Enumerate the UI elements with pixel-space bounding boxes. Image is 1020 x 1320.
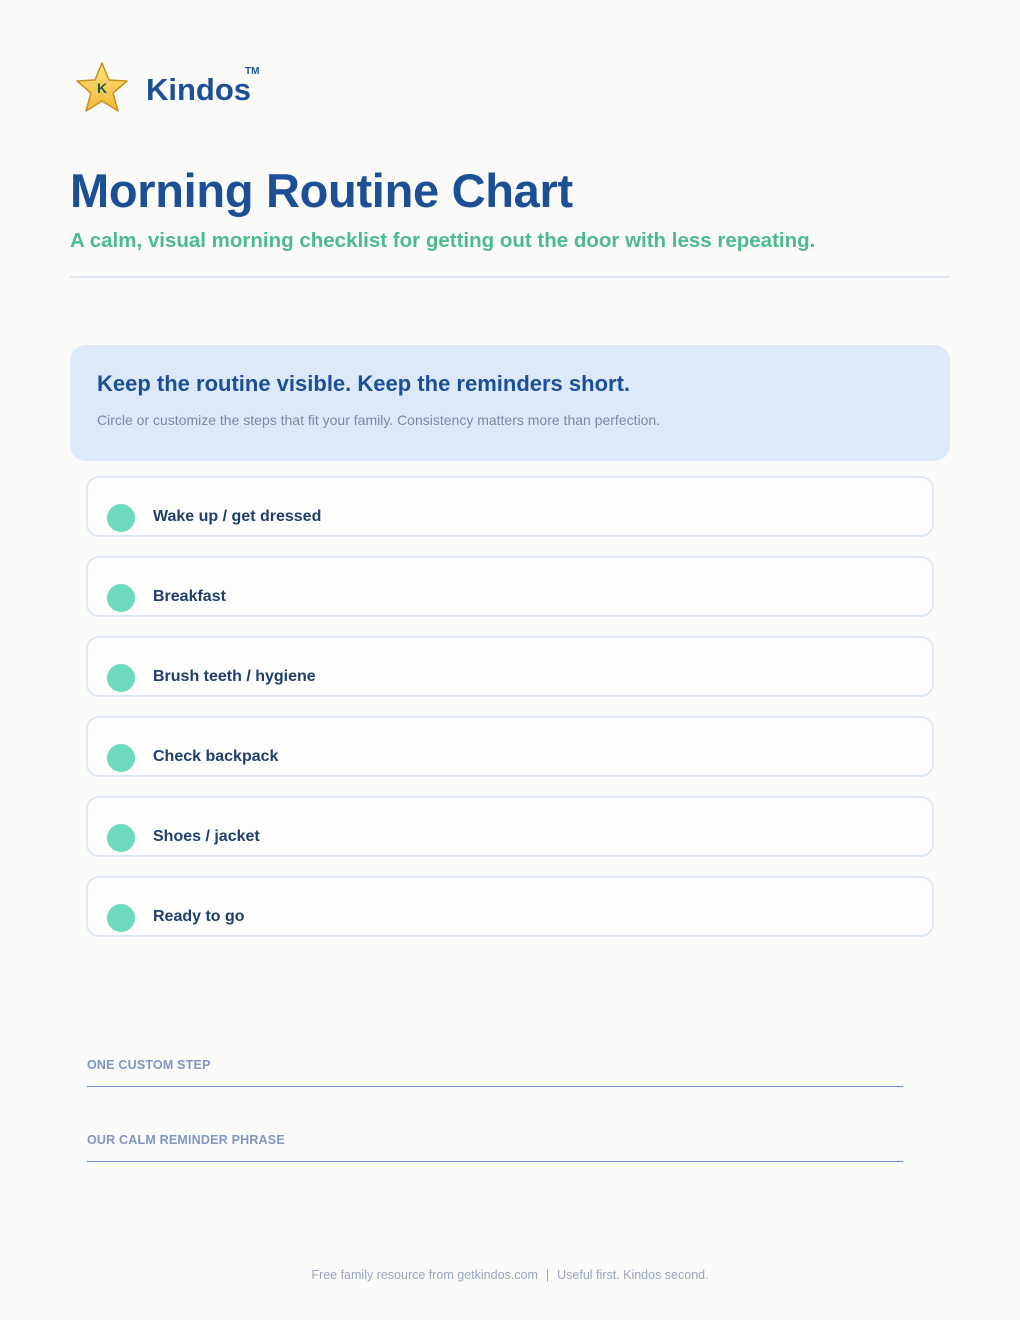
routine-step-label: Check backpack [153,748,279,765]
circle-checkbox-icon[interactable] [107,504,135,532]
footer-separator: | [545,1268,550,1282]
custom-step-label: ONE CUSTOM STEP [87,1058,211,1072]
reminder-phrase-label: OUR CALM REMINDER PHRASE [87,1133,285,1147]
info-banner [70,345,950,461]
logo-letter: K [96,80,108,96]
header-divider [70,276,950,278]
routine-steps [86,476,934,956]
routine-step[interactable] [86,796,934,857]
footer-source: Free family resource from getkindos.com [311,1268,538,1282]
circle-checkbox-icon[interactable] [107,584,135,612]
routine-step-label: Brush teeth / hygiene [153,668,316,685]
routine-step-label: Ready to go [153,908,245,925]
footer-tagline: Useful first. Kindos second. [557,1268,709,1282]
reminder-phrase-field[interactable] [87,1133,903,1147]
brand-name: Kindos [146,72,252,107]
circle-checkbox-icon[interactable] [107,904,135,932]
banner-title: Keep the routine visible. Keep the reminders short. [97,371,631,396]
custom-step-field[interactable] [87,1058,903,1072]
trademark-mark: TM [245,66,260,77]
routine-step[interactable] [86,636,934,697]
logo [74,60,251,116]
routine-step-label: Breakfast [153,588,226,605]
banner-text: Circle or customize the steps that fit your family. Consistency matters more than perfection. [97,412,661,428]
circle-checkbox-icon[interactable] [107,664,135,692]
page-title: Morning Routine Chart [70,164,573,217]
reminder-phrase-write-line[interactable] [87,1161,903,1162]
circle-checkbox-icon[interactable] [107,744,135,772]
routine-step-label: Wake up / get dressed [153,508,322,525]
routine-step[interactable] [86,876,934,937]
page-subtitle: A calm, visual morning checklist for getting out the door with less repeating. [70,229,816,252]
routine-step[interactable] [86,716,934,777]
footer [0,1268,1020,1282]
routine-step[interactable] [86,556,934,617]
circle-checkbox-icon[interactable] [107,824,135,852]
routine-step-label: Shoes / jacket [153,828,260,845]
star-icon [74,60,130,116]
routine-step[interactable] [86,476,934,537]
custom-step-write-line[interactable] [87,1086,903,1087]
